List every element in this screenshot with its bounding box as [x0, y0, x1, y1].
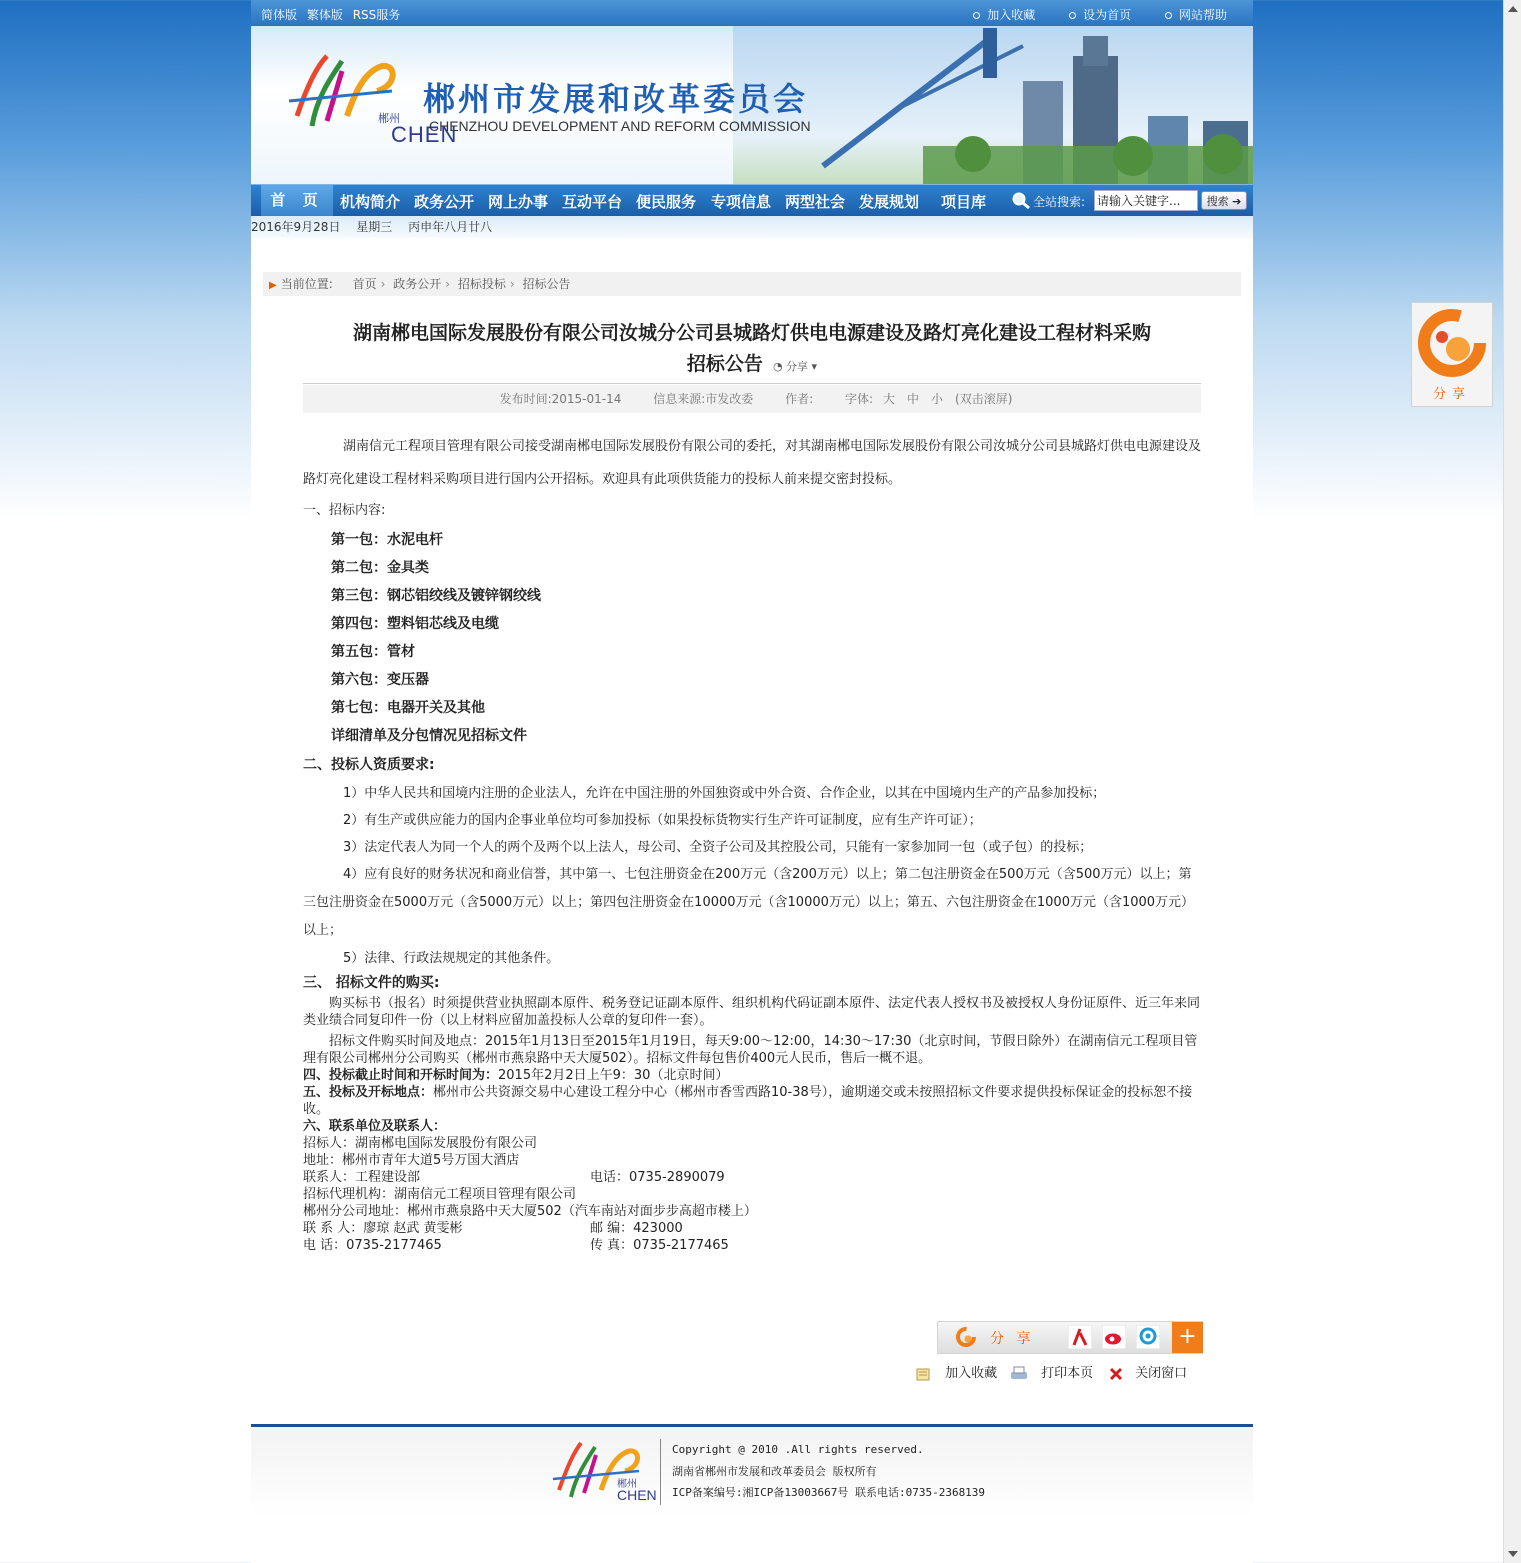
breadcrumb-separator-icon: ›: [509, 277, 515, 291]
close-window-action[interactable]: 关闭窗口: [1109, 1362, 1187, 1381]
package-item: 第五包：管材: [331, 644, 415, 660]
weibo-icon[interactable]: [1102, 1325, 1126, 1349]
footer-logo-text: CHEN: [617, 1487, 657, 1503]
package-item: 第一包：水泥电杆: [331, 532, 443, 548]
intro-paragraph: 湖南信元工程项目管理有限公司接受湖南郴电国际发展股份有限公司的委托，对其湖南郴电国际发展股份有限公司汝城分公司县城路灯供电电源建设及路灯亮化建设工程材料采购项目进行国内公开招标。欢迎具有此项供货能力的投标人前来提交密封投标。: [303, 439, 1202, 487]
requirement-item: 1）中华人民共和国境内注册的企业法人，允许在中国注册的外国独资或中外合资、合作企业，以其在中国境内生产的产品参加投标；: [343, 786, 1106, 801]
search-label: 全站搜索:: [1033, 195, 1086, 209]
site-search-input[interactable]: [1094, 190, 1198, 211]
breadcrumb-bidding[interactable]: 招标投标: [457, 277, 506, 291]
inline-share-button[interactable]: ◔ 分享 ▾: [772, 360, 818, 373]
scroll-down-icon[interactable]: [1508, 1551, 1518, 1557]
article-title-line2: 招标公告: [686, 353, 763, 375]
scroll-hint: (双击滚屏): [955, 392, 1013, 406]
bullet-icon: [1165, 12, 1172, 19]
requirement-item: 2）有生产或供应能力的国内企事业单位均可参加投标（如果投标货物实行生产许可证制度，应有生产许可证）；: [343, 813, 982, 828]
deadline-value: 2015年2月2日上午9：30（北京时间）: [498, 1068, 729, 1083]
purchase-paragraph: 购买标书（报名）时须提供营业执照副本原件、税务登记证副本原件、组织机构代码证副本原件、法定代表人授权书及被授权人身份证原件、近三年来同类业绩合同复印件一份（以上材料应留加盖投标人公章的复印件一套）。: [303, 996, 1201, 1028]
contact-phone: 电话：0735-2890079: [590, 1170, 725, 1185]
magnifier-icon: [1011, 192, 1031, 210]
contact-person: 联系人：工程建设部: [303, 1170, 421, 1185]
floating-share-label: 分享: [1432, 387, 1471, 402]
contact-agency: 招标代理机构：湖南信元工程项目管理有限公司: [303, 1187, 577, 1202]
section-heading: 一、招标内容:: [303, 503, 386, 518]
contact-branch-address: 郴州分公司地址：郴州市燕泉路中天大厦502（汽车南站对面步步高超市楼上）: [303, 1204, 757, 1219]
copyright: Copyright @ 2010 .All rights reserved.: [672, 1443, 924, 1456]
package-item: 第四包：塑料铝芯线及电缆: [331, 616, 499, 632]
header-banner: [251, 26, 1253, 184]
lunar-date: 丙申年八月廿八: [408, 220, 493, 234]
logo-latin-text: CHEN: [391, 122, 458, 147]
share-bar: [937, 1321, 1203, 1354]
footer-logo-cn: 郴州: [617, 1479, 637, 1490]
breadcrumb-separator-icon: ›: [380, 277, 386, 291]
agency-phone: 电 话：0735-2177465: [303, 1238, 442, 1253]
tencent-weibo-icon[interactable]: [1136, 1325, 1160, 1349]
floating-share-panel[interactable]: [1411, 302, 1493, 407]
nav-public-services[interactable]: 便民服务: [636, 193, 697, 211]
share-logo-icon: [954, 1325, 978, 1349]
nav-development-plan[interactable]: 发展规划: [859, 193, 920, 211]
contact-address: 地址：郴州市青年大道5号万国大酒店: [303, 1153, 520, 1168]
add-favorite-action[interactable]: 加入收藏: [915, 1362, 997, 1382]
deadline-label: 四、投标截止时间和开标时间为：: [303, 1068, 499, 1083]
renren-icon[interactable]: [1068, 1325, 1092, 1349]
article-meta: [303, 385, 1201, 413]
article-body: [303, 430, 1201, 1254]
package-item: 第二包：金具类: [331, 560, 429, 576]
venue-label: 五、投标及开标地点：: [303, 1085, 434, 1100]
share-label: 分 享: [990, 1331, 1035, 1347]
site-subtitle: CHENZHOU DEVELOPMENT AND REFORM COMMISSION: [429, 118, 811, 134]
package-item: 详细清单及分包情况见招标文件: [331, 728, 527, 744]
site-help-link[interactable]: 网站帮助: [1165, 8, 1227, 22]
breadcrumb-gov-affairs[interactable]: 政务公开: [393, 277, 442, 291]
font-large-button[interactable]: 大: [883, 392, 896, 406]
nav-organization[interactable]: 机构简介: [340, 193, 401, 211]
package-item: 第三包：钢芯铝绞线及镀锌钢绞线: [331, 588, 541, 604]
owner: 湖南省郴州市发展和改革委员会 版权所有: [672, 1464, 877, 1478]
footer-divider: [660, 1439, 661, 1505]
nav-interaction[interactable]: 互动平台: [562, 193, 623, 211]
add-favorite-link[interactable]: 加入收藏: [973, 8, 1035, 22]
logo-cn-text: 郴州: [378, 112, 400, 125]
bullet-icon: [1069, 12, 1076, 19]
requirement-item: 4）应有良好的财务状况和商业信誉，其中第一、七包注册资金在200万元（含200万元）以上；第二包注册资金在500万元（含500万元）以上；第三包注册资金在5000万元（含5000万元）以上；第四包注册资金在10000万元（含10000万元）以上；第五、六包注册资金在1000万元（含1000万元）以上；: [303, 867, 1195, 938]
nav-government-affairs[interactable]: 政务公开: [414, 193, 475, 211]
set-homepage-link[interactable]: 设为首页: [1069, 8, 1131, 22]
breadcrumb-home[interactable]: 首页: [352, 277, 377, 291]
traditional-link[interactable]: 繁体版: [306, 8, 343, 22]
agency-postcode: 邮 编：423000: [590, 1221, 683, 1236]
purchase-time-paragraph: 招标文件购买时间及地点：2015年1月13日至2015年1月19日，每天9:00～12:00，14:30～17:30（北京时间，节假日除外）在湖南信元工程项目管理有限公司郴州分公司购买（郴州市燕泉路中天大厦502）。招标文件每包售价400元人民币，售后一概不退。: [303, 1034, 1198, 1066]
nav-online-services[interactable]: 网上办事: [488, 193, 549, 211]
breadcrumb-separator-icon: ›: [445, 277, 451, 291]
city-skyline-icon: [783, 26, 1253, 184]
nav-project-library[interactable]: 项目库: [941, 193, 987, 211]
article-title-line1: 湖南郴电国际发展股份有限公司汝城分公司县城路灯供电电源建设及路灯亮化建设工程材料采购: [352, 322, 1151, 344]
bullet-icon: [973, 12, 980, 19]
print-page-action[interactable]: 打印本页: [1009, 1362, 1093, 1382]
requirement-item: 5）法律、行政法规规定的其他条件。: [343, 951, 560, 966]
font-size-label: 字体:: [844, 392, 873, 406]
contact-tenderer: 招标人：湖南郴电国际发展股份有限公司: [303, 1136, 538, 1151]
nav-special-info[interactable]: 专项信息: [711, 193, 772, 211]
breadcrumb-arrow-icon: ▶: [269, 280, 277, 291]
chen-logo-icon: [287, 46, 407, 146]
package-item: 第六包：变压器: [331, 672, 429, 688]
scroll-up-icon[interactable]: [1508, 6, 1518, 12]
more-share-button[interactable]: +: [1172, 1322, 1203, 1353]
share-logo-icon: [1412, 303, 1492, 383]
icp-record: ICP备案编号:湘ICP备13003667号 联系电话:0735-2368139: [672, 1486, 986, 1499]
current-date: 2016年9月28日: [251, 220, 341, 234]
current-weekday: 星期三: [356, 220, 393, 234]
nav-home[interactable]: 首 页: [261, 185, 333, 216]
package-item: 第七包：电器开关及其他: [331, 700, 485, 716]
search-button[interactable]: 搜索 ➔: [1201, 191, 1247, 210]
agency-contact-person: 联 系 人：廖琼 赵武 黄雯彬: [303, 1221, 463, 1236]
breadcrumb: [263, 272, 1241, 296]
site-title: 郴州市发展和改革委员会: [423, 80, 809, 118]
simplified-link[interactable]: 简体版: [261, 8, 298, 22]
venue-value: 郴州市公共资源交易中心建设工程分中心（郴州市香雪西路10-38号），逾期递交或未按照招标文件要求提供投标保证金的投标恕不接收。: [303, 1085, 1193, 1117]
title-divider: [303, 383, 1201, 384]
footer-text: [672, 1439, 985, 1504]
print-icon: [1009, 1366, 1029, 1382]
agency-fax: 传 真：0735-2177465: [590, 1238, 729, 1253]
breadcrumb-label: 当前位置:: [280, 277, 333, 291]
date-bar: [251, 216, 1253, 238]
section-heading: 三、 招标文件的购买:: [303, 975, 440, 991]
breadcrumb-announcement[interactable]: 招标公告: [522, 277, 571, 291]
favorite-icon: [915, 1366, 933, 1382]
font-small-button[interactable]: 小: [931, 392, 944, 406]
main-nav: [251, 184, 1253, 216]
rss-link[interactable]: RSS服务: [352, 8, 401, 22]
section-heading: 六、联系单位及联系人：: [303, 1119, 447, 1134]
top-utility-bar: [251, 0, 1253, 26]
info-source: 信息来源:市发改委: [653, 392, 754, 406]
page-container: [251, 0, 1253, 1563]
author: 作者:: [785, 392, 814, 406]
requirement-item: 3）法定代表人为同一个人的两个及两个以上法人，母公司、全资子公司及其控股公司，只能有一家参加同一包（或子包）的投标；: [343, 840, 1093, 855]
vertical-scrollbar[interactable]: [1503, 0, 1521, 1563]
close-icon: [1109, 1367, 1123, 1381]
section-heading: 二、投标人资质要求:: [303, 757, 435, 773]
article-title: [303, 318, 1201, 382]
nav-two-type-society[interactable]: 两型社会: [785, 193, 846, 211]
font-medium-button[interactable]: 中: [907, 392, 920, 406]
publish-time: 发布时间:2015-01-14: [499, 392, 622, 406]
footer: [251, 1424, 1253, 1517]
